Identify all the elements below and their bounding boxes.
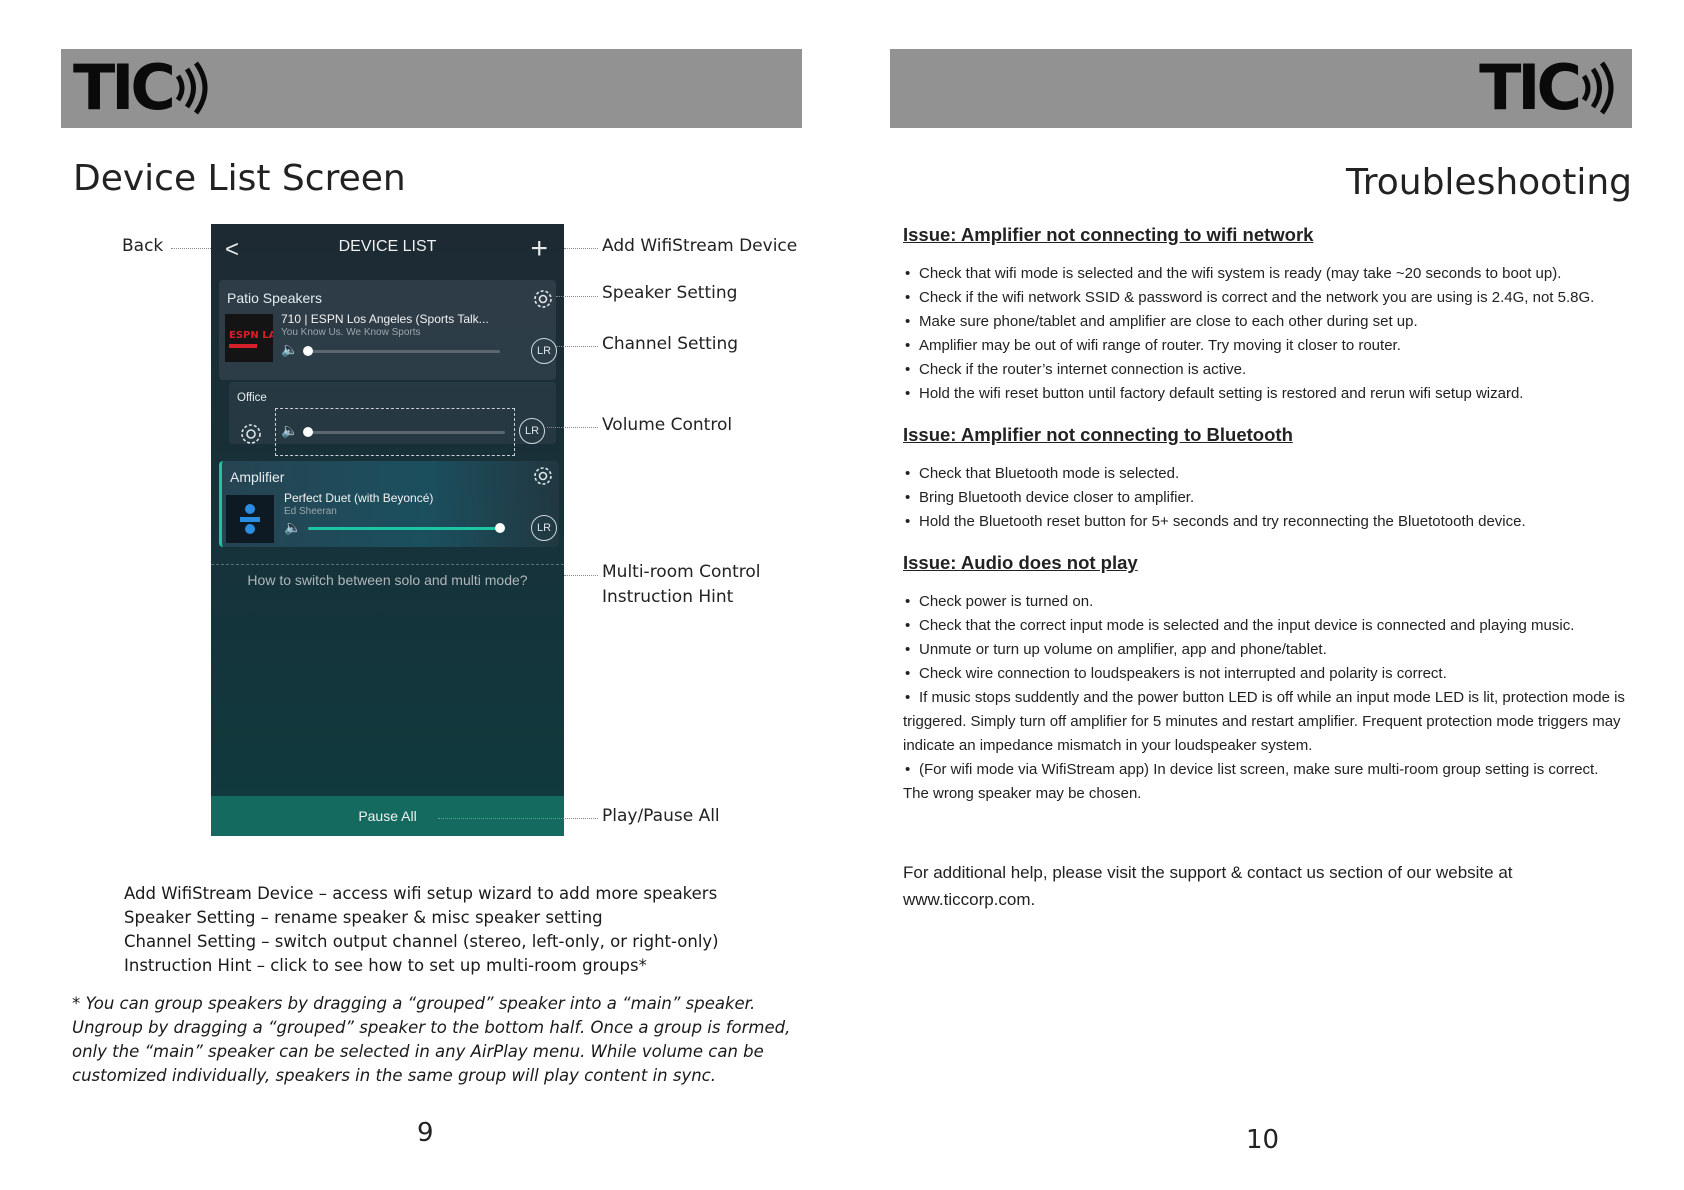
album-cover-icon [226,495,274,543]
callout-play-pause: Play/Pause All [602,806,720,826]
device-card-patio-speakers[interactable] [219,280,556,380]
device-card-office[interactable] [229,382,556,444]
tic-logo: TIC [1479,57,1620,119]
note-line: Ungroup by dragging a “grouped” speaker to the bottom half. Once a group is formed, [72,1018,791,1037]
svg-text:ESPN LA: ESPN LA [229,330,273,341]
channel-lr-button[interactable]: LR [519,418,545,444]
volume-slider[interactable] [305,431,505,434]
leader-line [438,818,598,819]
channel-lr-button[interactable]: LR [531,338,557,364]
description-line: Add WifiStream Device – access wifi setup wizard to add more speakers [124,884,718,903]
volume-slider[interactable] [308,527,503,530]
instruction-hint-link[interactable]: How to switch between solo and multi mode? [247,572,528,588]
issue-heading-bluetooth: Issue: Amplifier not connecting to Bluetooth [903,424,1293,445]
issue-heading-audio: Issue: Audio does not play [903,552,1138,573]
channel-lr-button[interactable]: LR [531,515,557,541]
list-item: • Hold the Bluetooth reset button for 5+ seconds and try reconnecting the Bluetotooth device. [903,510,1628,534]
speaker-volume-icon[interactable]: 🔈 [281,341,299,357]
volume-knob[interactable] [303,427,313,437]
issue-list-wifi [903,262,1628,406]
right-page [842,0,1684,1190]
leader-line [171,248,211,249]
device-list-title: DEVICE LIST [338,238,437,255]
solo-multi-divider [211,564,564,565]
help-text: For additional help, please visit the support & contact us section of our website at [903,863,1513,882]
callout-speaker-setting: Speaker Setting [602,283,738,303]
phone-header [211,224,564,276]
device-list-phone-screen [211,224,564,836]
leader-line [564,575,598,576]
page-title: Device List Screen [73,158,406,199]
list-item: • Unmute or turn up volume on amplifier, app and phone/tablet. [903,638,1628,662]
volume-knob[interactable] [495,523,505,533]
list-item: • Check that wifi mode is selected and the wifi system is ready (may take ~20 seconds to boot up). [903,262,1628,286]
gear-icon[interactable] [237,420,265,448]
device-card-amplifier[interactable] [219,461,559,547]
callout-channel-setting: Channel Setting [602,334,739,354]
tic-logo: TIC [73,57,214,119]
add-device-plus-icon[interactable]: + [530,232,548,265]
page-number: 9 [417,1118,434,1148]
note-line: customized individually, speakers in the same group will play content in sync. [72,1066,716,1085]
description-line: Channel Setting – switch output channel (stereo, left-only, or right-only) [124,932,719,951]
list-item: • Check if the wifi network SSID & password is correct and the network you are using is 2.4G, not 5.8G. [903,286,1628,310]
gear-icon[interactable] [530,463,556,489]
additional-help [903,859,1603,913]
album-art-divide [226,495,274,543]
issue-list-audio [903,590,1628,806]
issue-heading-wifi: Issue: Amplifier not connecting to wifi network [903,224,1314,245]
device-name: Amplifier [230,469,285,485]
track-subtitle: You Know Us. We Know Sports [281,327,421,338]
list-item: • Check if the router’s internet connection is active. [903,358,1628,382]
callout-multiroom-line2: Instruction Hint [602,587,734,607]
issue-list-bluetooth [903,462,1628,534]
device-name: Patio Speakers [227,290,322,306]
track-title: Perfect Duet (with Beyoncé) [284,491,434,505]
device-name: Office [237,392,267,404]
list-item: • Bring Bluetooth device closer to amplifier. [903,486,1628,510]
volume-knob[interactable] [303,346,313,356]
speaker-volume-icon[interactable]: 🔈 [284,519,302,535]
list-item: • Check power is turned on. [903,590,1628,614]
list-item: • If music stops suddently and the power button LED is off while an input mode LED is lit, protection mode is triggered. Simply turn off amplifier for 5 minutes and restart amplifier. Frequent protection mode triggers may indicate an impedance mismatch in your loudspeaker system. [903,686,1628,758]
list-item: • Hold the wifi reset button until factory default setting is restored and rerun wifi setup wizard. [903,382,1628,406]
list-item: • Make sure phone/tablet and amplifier are close to each other during set up. [903,310,1628,334]
page-title: Troubleshooting [1346,162,1632,203]
gear-icon[interactable] [530,286,556,312]
grouping-note [72,992,792,1088]
callout-add-device: Add WifiStream Device [602,236,798,256]
description-line: Speaker Setting – rename speaker & misc speaker setting [124,908,603,927]
leader-line [564,248,598,249]
back-chevron-icon[interactable]: < [225,236,240,263]
speaker-volume-icon[interactable]: 🔈 [281,422,299,438]
list-item: • Amplifier may be out of wifi range of router. Try moving it closer to router. [903,334,1628,358]
header-bar-left [61,49,802,128]
track-subtitle: Ed Sheeran [284,506,337,517]
header-bar-right [890,49,1632,128]
track-title: 710 | ESPN Los Angeles (Sports Talk... [281,312,489,326]
feature-descriptions [124,882,719,978]
leader-line [556,296,598,297]
callout-back: Back [122,236,164,256]
sound-waves-icon [174,60,214,116]
page-number: 10 [1246,1125,1280,1155]
callout-multiroom-line1: Multi-room Control [602,562,761,582]
description-line: Instruction Hint – click to see how to set up multi-room groups* [124,956,647,975]
leader-line [547,427,598,428]
list-item: • Check that the correct input mode is selected and the input device is connected and playing music. [903,614,1628,638]
volume-slider[interactable] [305,350,500,353]
callout-volume-control: Volume Control [602,415,733,435]
list-item: • Check wire connection to loudspeakers is not interrupted and polarity is correct. [903,662,1628,686]
espn-logo-icon [225,314,273,362]
list-item: • Check that Bluetooth mode is selected. [903,462,1628,486]
note-line: * You can group speakers by dragging a “grouped” speaker into a “main” speaker. [72,994,756,1013]
album-art-espn [225,314,273,362]
note-line: only the “main” speaker can be selected in any AirPlay menu. While volume can be [72,1042,764,1061]
sound-waves-icon [1580,60,1620,116]
list-item: • (For wifi mode via WifiStream app) In device list screen, make sure multi-room group setting is correct. The wrong speaker may be chosen. [903,758,1628,806]
leader-line [556,346,598,347]
pause-all-button[interactable]: Pause All [211,796,564,836]
volume-fill [308,527,503,530]
website-link[interactable]: www.ticcorp.com. [903,890,1036,909]
